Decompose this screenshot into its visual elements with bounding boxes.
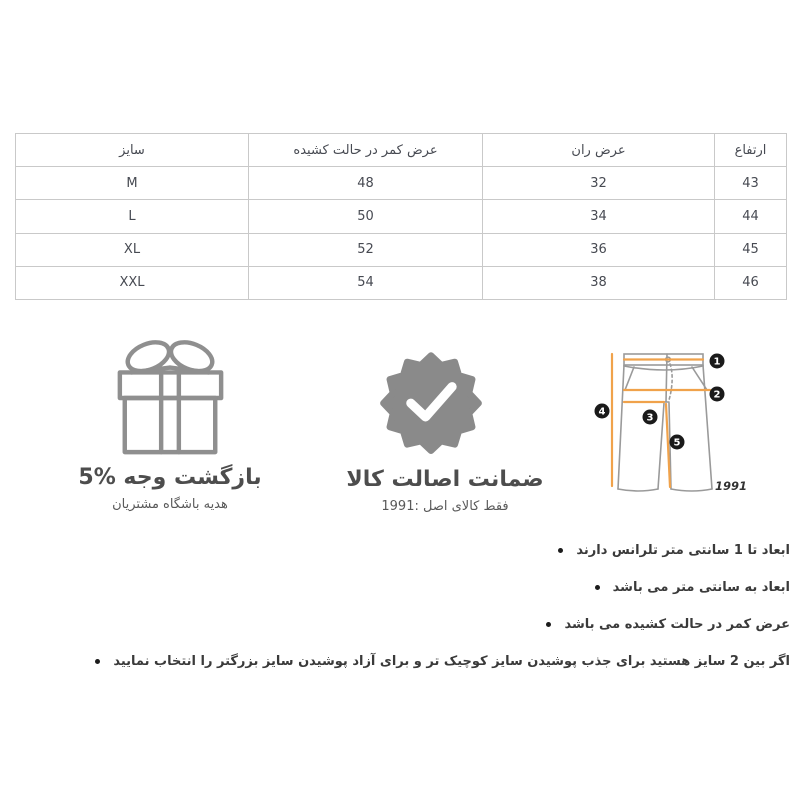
cell-height: 44	[715, 200, 787, 233]
note-waist-stretched	[10, 614, 790, 635]
size-notes-list	[10, 540, 790, 688]
marker-1: 1	[713, 356, 721, 368]
cashback-perk	[68, 340, 272, 512]
left-pocket-line	[625, 367, 634, 390]
table-header-row	[16, 134, 787, 167]
authenticity-title: ضمانت اصالت کالا	[346, 467, 544, 492]
marker-3: 3	[646, 412, 654, 424]
cell-thigh: 34	[483, 200, 715, 233]
cell-size: L	[16, 200, 249, 233]
verified-seal-icon	[324, 350, 538, 464]
cell-thigh: 36	[483, 233, 715, 266]
header-thigh-width: عرض ران	[483, 134, 715, 167]
marker-4: 4	[598, 406, 606, 418]
marker-5: 5	[673, 437, 681, 449]
cell-size: XXL	[16, 266, 249, 299]
header-height: ارتفاع	[715, 134, 787, 167]
cell-size: XL	[16, 233, 249, 266]
table-row	[16, 266, 787, 299]
table-row	[16, 167, 787, 200]
yoke-curve	[624, 366, 703, 370]
cell-height: 43	[715, 167, 787, 200]
table-row	[16, 233, 787, 266]
bullet-dot	[95, 659, 100, 664]
bullet-dot	[595, 585, 600, 590]
note-between-sizes	[10, 651, 790, 672]
cell-thigh: 32	[483, 167, 715, 200]
note-text: ابعاد به سانتی متر می باشد	[612, 580, 790, 595]
cell-waist: 48	[249, 167, 483, 200]
authenticity-perk	[338, 350, 552, 514]
cashback-title: 5% بازگشت وجه	[78, 465, 262, 490]
note-text: ابعاد تا 1 سانتی متر تلرانس دارند	[576, 543, 790, 558]
header-size: سایز	[16, 134, 249, 167]
bullet-dot	[546, 622, 551, 627]
left-side-seam	[618, 365, 624, 489]
cashback-subtitle: هدیه باشگاه مشتریان	[112, 497, 228, 512]
cell-waist: 52	[249, 233, 483, 266]
brand-label: 1991	[715, 479, 748, 493]
right-hem	[671, 489, 712, 491]
left-hem	[618, 489, 658, 491]
gift-icon	[68, 340, 272, 462]
note-tolerance	[10, 540, 790, 561]
cell-height: 45	[715, 233, 787, 266]
note-text: اگر بین 2 سایز هستید برای جذب پوشیدن سایز کوچیک تر و برای آزاد پوشیدن سایز بزرگتر را انتخاب نمایید	[113, 654, 790, 669]
left-inner-seam	[658, 403, 664, 489]
header-waist-stretched: عرض کمر در حالت کشیده	[249, 134, 483, 167]
table-row	[16, 200, 787, 233]
cell-height: 46	[715, 266, 787, 299]
marker-2: 2	[713, 389, 721, 401]
size-table	[15, 133, 787, 300]
cell-waist: 50	[249, 200, 483, 233]
cell-thigh: 38	[483, 266, 715, 299]
note-unit	[10, 577, 790, 598]
center-front-seam	[666, 354, 667, 402]
note-text: عرض کمر در حالت کشیده می باشد	[564, 617, 790, 632]
bullet-dot	[558, 548, 563, 553]
cell-size: M	[16, 167, 249, 200]
authenticity-subtitle: 1991: فقط کالای اصل	[381, 499, 509, 514]
right-side-seam	[703, 365, 712, 489]
shorts-measurement-diagram	[580, 338, 800, 500]
cell-waist: 54	[249, 266, 483, 299]
